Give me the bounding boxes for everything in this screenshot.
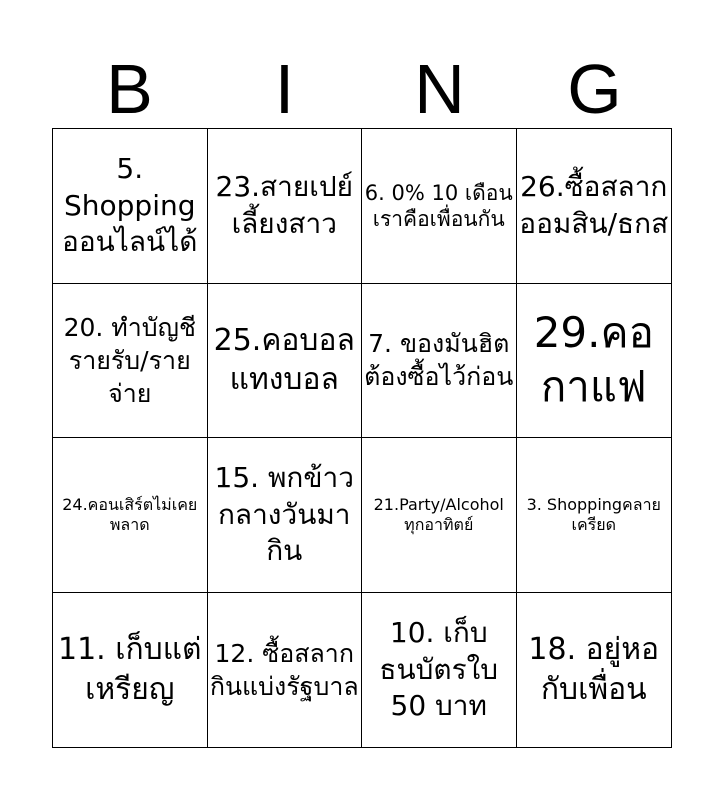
bingo-header bbox=[52, 50, 672, 128]
bingo-cell-text: 18. อยู่หอกับเพื่อน bbox=[528, 632, 660, 707]
bingo-cell[interactable] bbox=[517, 284, 672, 439]
bingo-cell[interactable] bbox=[362, 129, 517, 284]
bingo-cell[interactable] bbox=[53, 129, 208, 284]
bingo-cell[interactable] bbox=[208, 593, 363, 748]
bingo-cell[interactable] bbox=[208, 284, 363, 439]
bingo-cell[interactable] bbox=[208, 438, 363, 593]
bingo-cell-text: 5. Shopping ออนไลน์ได้ bbox=[62, 152, 198, 258]
bingo-board bbox=[52, 128, 672, 748]
bingo-cell[interactable] bbox=[362, 593, 517, 748]
bingo-cell[interactable] bbox=[517, 129, 672, 284]
bingo-cell-text: 25.คอบอล แทงบอล bbox=[213, 322, 355, 398]
header-letter-g: G bbox=[567, 50, 622, 128]
bingo-cell-text: 26.ซื้อสลาก ออมสิน/ธกส bbox=[519, 170, 669, 240]
bingo-cell-text: 12. ซื้อสลากกินแบ่งรัฐบาล bbox=[209, 638, 359, 701]
bingo-cell-text: 24.คอนเสิร์ตไม่เคยพลาด bbox=[62, 494, 198, 534]
bingo-cell[interactable] bbox=[517, 593, 672, 748]
bingo-cell-text: 11. เก็บแต่เหรียญ bbox=[57, 632, 202, 707]
bingo-cell[interactable] bbox=[362, 284, 517, 439]
header-letter-n: N bbox=[414, 50, 465, 128]
header-letter-i: I bbox=[274, 50, 295, 128]
bingo-cell-text: 3. Shoppingคลายเครียด bbox=[526, 494, 661, 534]
bingo-cell-text: 29.คอกาแฟ bbox=[533, 307, 654, 412]
bingo-cell-text: 23.สายเปย์ เลี้ยงสาว bbox=[215, 170, 353, 240]
bingo-cell[interactable] bbox=[53, 438, 208, 593]
bingo-cell[interactable] bbox=[53, 284, 208, 439]
header-letter-b: B bbox=[106, 50, 153, 128]
bingo-cell-text: 15. พกข้าวกลางวันมากิน bbox=[214, 461, 354, 567]
bingo-cell[interactable] bbox=[362, 438, 517, 593]
bingo-cell[interactable] bbox=[208, 129, 363, 284]
bingo-cell-text: 20. ทำบัญชี รายรับ/รายจ่าย bbox=[63, 312, 196, 408]
bingo-cell-text: 6. 0% 10 เดือน เราคือเพื่อนกัน bbox=[364, 180, 513, 231]
bingo-cell-text: 7. ของมันฮิตต้องซื้อไว้ก่อน bbox=[364, 329, 514, 392]
bingo-cell-text: 10. เก็บธนบัตรใบ 50 บาท bbox=[379, 616, 499, 722]
bingo-cell-text: 21.Party/Alcohol ทุกอาทิตย์ bbox=[373, 494, 504, 534]
bingo-cell[interactable] bbox=[53, 593, 208, 748]
bingo-cell[interactable] bbox=[517, 438, 672, 593]
